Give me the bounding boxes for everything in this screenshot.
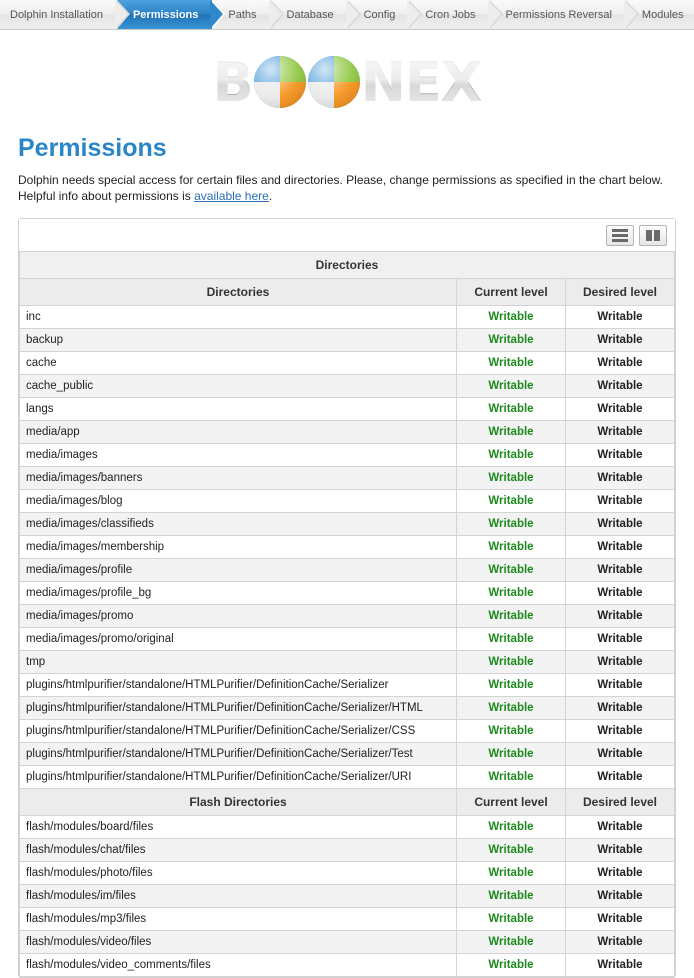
intro-line-2-suffix: . (268, 189, 273, 203)
table-row (20, 398, 675, 421)
permissions-panel (18, 218, 676, 978)
desired-level-value: Writable (566, 628, 675, 651)
directory-path: flash/modules/im/files (20, 885, 457, 908)
directory-path: media/images/profile_bg (20, 582, 457, 605)
desired-level-value: Writable (566, 329, 675, 352)
directory-path: flash/modules/chat/files (20, 839, 457, 862)
current-level-value: Writable (457, 862, 566, 885)
directory-path: flash/modules/board/files (20, 816, 457, 839)
directory-path: plugins/htmlpurifier/standalone/HTMLPurifier/DefinitionCache/Serializer/CSS (20, 720, 457, 743)
desired-level-value: Writable (566, 490, 675, 513)
desired-level-value: Writable (566, 467, 675, 490)
step-dolphin-installation[interactable] (0, 0, 117, 29)
current-level-value: Writable (457, 329, 566, 352)
desired-level-value: Writable (566, 375, 675, 398)
table-row (20, 444, 675, 467)
step-label: Dolphin Installation (10, 8, 103, 21)
table-row (20, 839, 675, 862)
table-row (20, 559, 675, 582)
column-header-desired-level: Desired level (566, 789, 675, 816)
desired-level-value: Writable (566, 651, 675, 674)
table-row (20, 766, 675, 789)
directory-path: plugins/htmlpurifier/standalone/HTMLPurifier/DefinitionCache/Serializer/URI (20, 766, 457, 789)
page-intro (18, 172, 676, 204)
desired-level-value: Writable (566, 720, 675, 743)
desired-level-value: Writable (566, 766, 675, 789)
current-level-value: Writable (457, 513, 566, 536)
current-level-value: Writable (457, 467, 566, 490)
current-level-value: Writable (457, 743, 566, 766)
desired-level-value: Writable (566, 674, 675, 697)
grid-view-icon[interactable] (639, 225, 667, 246)
desired-level-value: Writable (566, 816, 675, 839)
table-row (20, 885, 675, 908)
current-level-value: Writable (457, 651, 566, 674)
page-title: Permissions (18, 134, 167, 162)
directory-path: media/images (20, 444, 457, 467)
directory-path: media/images/classifieds (20, 513, 457, 536)
table-row (20, 513, 675, 536)
desired-level-value: Writable (566, 582, 675, 605)
table-row (20, 582, 675, 605)
logo-orb-icon-2 (308, 56, 360, 108)
table-row (20, 329, 675, 352)
table-row (20, 697, 675, 720)
desired-level-value: Writable (566, 605, 675, 628)
directory-path: langs (20, 398, 457, 421)
desired-level-value: Writable (566, 862, 675, 885)
directory-path: plugins/htmlpurifier/standalone/HTMLPurifier/DefinitionCache/Serializer/HTML (20, 697, 457, 720)
desired-level-value: Writable (566, 444, 675, 467)
table-row (20, 674, 675, 697)
table-row (20, 605, 675, 628)
table-row (20, 908, 675, 931)
directory-path: tmp (20, 651, 457, 674)
current-level-value: Writable (457, 306, 566, 329)
step-divider-arrow-inner-icon (346, 0, 359, 29)
step-permissions-reversal[interactable] (490, 0, 626, 29)
table-row (20, 628, 675, 651)
desired-level-value: Writable (566, 352, 675, 375)
column-header-directories: Directories (20, 279, 457, 306)
section-title: Directories (20, 252, 675, 279)
table-row (20, 536, 675, 559)
table-row (20, 720, 675, 743)
directory-path: cache (20, 352, 457, 375)
boonex-logo (0, 30, 694, 134)
step-divider-arrow-inner-icon (624, 0, 637, 29)
logo-text-right: NEX (360, 50, 482, 114)
column-header-directories: Flash Directories (20, 789, 457, 816)
step-divider-arrow-inner-icon (210, 0, 223, 29)
table-column-header (20, 279, 675, 306)
directory-path: flash/modules/mp3/files (20, 908, 457, 931)
table-section-header (20, 252, 675, 279)
logo-orb-icon (254, 56, 306, 108)
permissions-table (19, 251, 675, 977)
intro-line-2-prefix: Helpful info about permissions is (18, 189, 195, 203)
current-level-value: Writable (457, 490, 566, 513)
table-row (20, 954, 675, 977)
current-level-value: Writable (457, 931, 566, 954)
step-divider-arrow-inner-icon (269, 0, 282, 29)
step-divider-arrow-inner-icon (115, 0, 128, 29)
directory-path: plugins/htmlpurifier/standalone/HTMLPurifier/DefinitionCache/Serializer (20, 674, 457, 697)
table-row (20, 352, 675, 375)
permissions-help-link[interactable]: available here (194, 189, 269, 203)
directory-path: media/images/promo/original (20, 628, 457, 651)
table-row (20, 306, 675, 329)
desired-level-value: Writable (566, 839, 675, 862)
intro-line-1: Dolphin needs special access for certain files and directories. Please, change permissions as specified in the chart below. (18, 173, 664, 187)
directory-path: flash/modules/video/files (20, 931, 457, 954)
current-level-value: Writable (457, 398, 566, 421)
directory-path: media/images/membership (20, 536, 457, 559)
table-row (20, 490, 675, 513)
desired-level-value: Writable (566, 513, 675, 536)
logo-text-left: B (212, 50, 253, 114)
desired-level-value: Writable (566, 931, 675, 954)
directory-path: inc (20, 306, 457, 329)
desired-level-value: Writable (566, 954, 675, 977)
directory-path: plugins/htmlpurifier/standalone/HTMLPurifier/DefinitionCache/Serializer/Test (20, 743, 457, 766)
table-row (20, 743, 675, 766)
panel-toolbar (19, 219, 675, 251)
current-level-value: Writable (457, 720, 566, 743)
column-header-current-level: Current level (457, 279, 566, 306)
step-label: Permissions (132, 8, 199, 21)
directory-path: media/images/profile (20, 559, 457, 582)
desired-level-value: Writable (566, 908, 675, 931)
current-level-value: Writable (457, 697, 566, 720)
directory-path: media/app (20, 421, 457, 444)
directory-path: flash/modules/photo/files (20, 862, 457, 885)
table-row (20, 421, 675, 444)
installation-step-bar (0, 0, 694, 30)
table-row (20, 467, 675, 490)
current-level-value: Writable (457, 375, 566, 398)
directory-path: media/images/promo (20, 605, 457, 628)
directory-path: flash/modules/video_comments/files (20, 954, 457, 977)
list-view-icon[interactable] (606, 225, 634, 246)
desired-level-value: Writable (566, 743, 675, 766)
current-level-value: Writable (457, 582, 566, 605)
table-column-header (20, 789, 675, 816)
step-label: Database (286, 8, 334, 21)
current-level-value: Writable (457, 766, 566, 789)
current-level-value: Writable (457, 816, 566, 839)
step-permissions[interactable] (117, 0, 212, 29)
desired-level-value: Writable (566, 306, 675, 329)
step-divider-arrow-inner-icon (488, 0, 501, 29)
current-level-value: Writable (457, 908, 566, 931)
current-level-value: Writable (457, 885, 566, 908)
current-level-value: Writable (457, 628, 566, 651)
current-level-value: Writable (457, 605, 566, 628)
table-row (20, 816, 675, 839)
step-divider-arrow-inner-icon (407, 0, 420, 29)
column-header-desired-level: Desired level (566, 279, 675, 306)
directory-path: media/images/blog (20, 490, 457, 513)
step-label: Config (363, 8, 396, 21)
desired-level-value: Writable (566, 885, 675, 908)
directory-path: backup (20, 329, 457, 352)
current-level-value: Writable (457, 352, 566, 375)
table-row (20, 931, 675, 954)
current-level-value: Writable (457, 536, 566, 559)
step-label: Paths (228, 8, 257, 21)
desired-level-value: Writable (566, 421, 675, 444)
current-level-value: Writable (457, 444, 566, 467)
desired-level-value: Writable (566, 536, 675, 559)
desired-level-value: Writable (566, 697, 675, 720)
step-label: Permissions Reversal (505, 8, 612, 21)
current-level-value: Writable (457, 954, 566, 977)
desired-level-value: Writable (566, 398, 675, 421)
table-row (20, 375, 675, 398)
directory-path: media/images/banners (20, 467, 457, 490)
current-level-value: Writable (457, 559, 566, 582)
step-label: Modules (641, 8, 684, 21)
directory-path: cache_public (20, 375, 457, 398)
column-header-current-level: Current level (457, 789, 566, 816)
table-row (20, 862, 675, 885)
step-label: Cron Jobs (425, 8, 476, 21)
table-row (20, 651, 675, 674)
desired-level-value: Writable (566, 559, 675, 582)
current-level-value: Writable (457, 674, 566, 697)
current-level-value: Writable (457, 839, 566, 862)
current-level-value: Writable (457, 421, 566, 444)
